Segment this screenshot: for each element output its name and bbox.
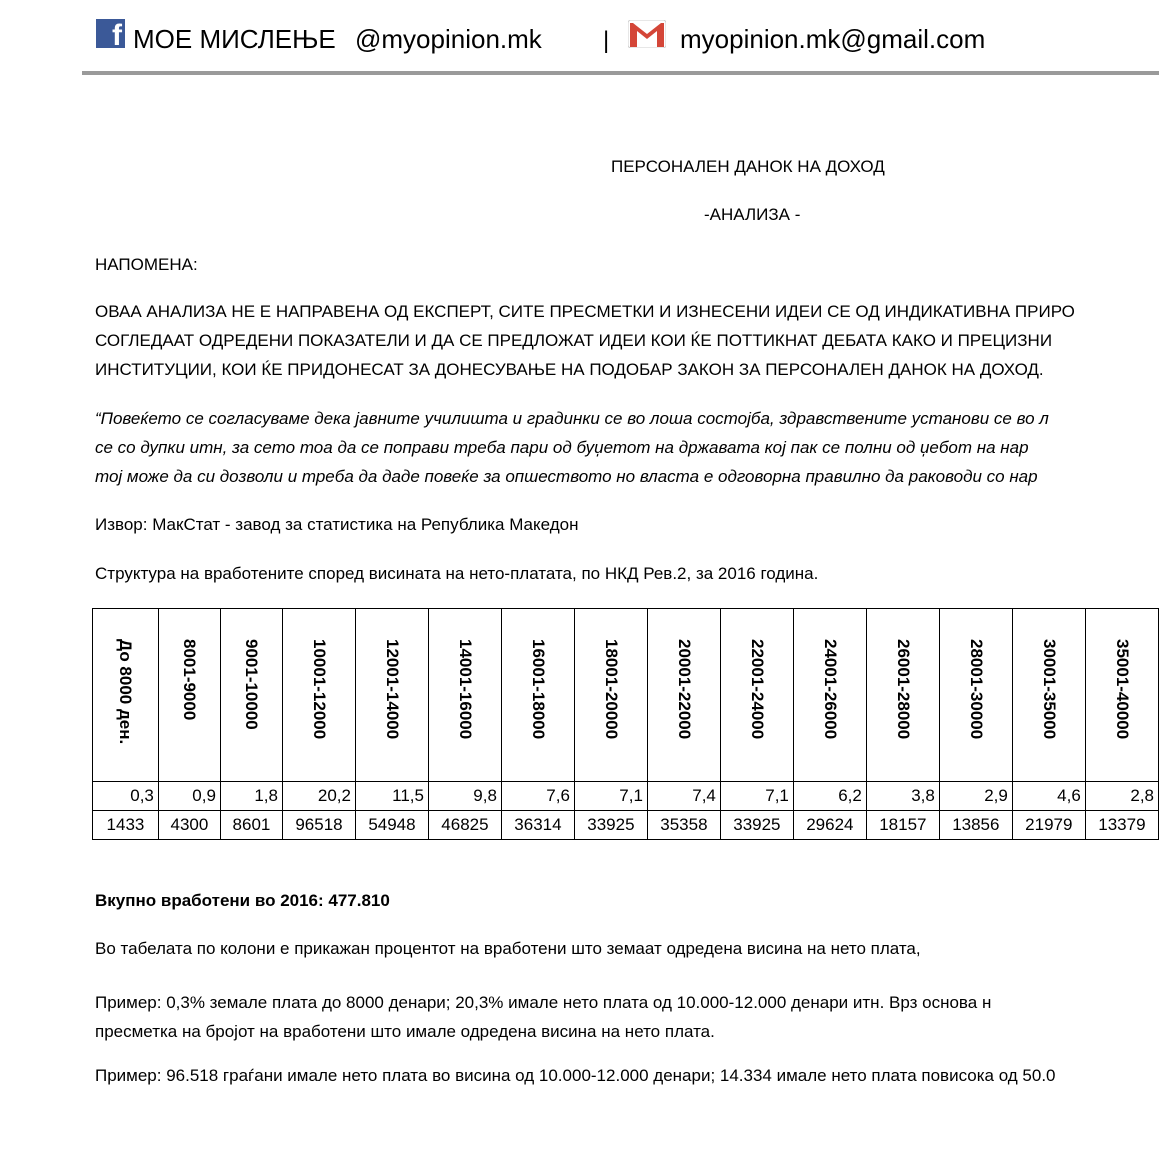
facebook-icon[interactable] xyxy=(96,19,125,52)
brand-name: МОЕ МИСЛЕЊЕ xyxy=(133,24,336,54)
example-line: пресметка на бројот на вработени што имале одредена висина на нето плата. xyxy=(95,1022,715,1041)
percent-cell: 3,8 xyxy=(866,782,939,811)
column-header-label: 26001-28000 xyxy=(893,639,913,740)
column-header xyxy=(93,609,159,782)
column-header-label: 16001-18000 xyxy=(528,639,548,740)
percent-cell: 1,8 xyxy=(220,782,282,811)
column-header-label: 8001-9000 xyxy=(180,639,200,721)
column-header xyxy=(574,609,647,782)
page-header xyxy=(0,0,1159,80)
count-cell: 4300 xyxy=(158,811,220,840)
note-label: НАПОМЕНА: xyxy=(95,255,198,274)
header-separator: | xyxy=(603,27,610,54)
column-header xyxy=(355,609,428,782)
table-description: Во табелата по колони е прикажан процентот на вработени што земаат одредена висина на нето плата, xyxy=(95,939,921,958)
note-line: ИНСТИТУЦИИ, КОИ ЌЕ ПРИДОНЕСАТ ЗА ДОНЕСУВАЊЕ НА ПОДОБАР ЗАКОН ЗА ПЕРСОНАЛЕН ДАНОК НА ДОХОД. xyxy=(95,360,1044,379)
column-header xyxy=(428,609,501,782)
column-header xyxy=(158,609,220,782)
percent-cell: 11,5 xyxy=(355,782,428,811)
percent-cell: 7,1 xyxy=(720,782,793,811)
column-header xyxy=(220,609,282,782)
column-header-label: 24001-26000 xyxy=(820,639,840,740)
count-cell: 35358 xyxy=(647,811,720,840)
table-header-row xyxy=(93,609,1159,782)
salary-table xyxy=(92,608,1159,840)
contact-email[interactable]: myopinion.mk@gmail.com xyxy=(680,24,986,54)
table-count-row xyxy=(93,811,1159,840)
header-divider xyxy=(82,71,1159,75)
column-header-label: 20001-22000 xyxy=(674,639,694,740)
percent-cell: 2,9 xyxy=(939,782,1012,811)
column-header-label: 10001-12000 xyxy=(309,639,329,740)
count-cell: 46825 xyxy=(428,811,501,840)
facebook-icon-glyph: f xyxy=(112,19,122,52)
column-header xyxy=(939,609,1012,782)
count-cell: 21979 xyxy=(1012,811,1085,840)
example-paragraph-2: Пример: 96.518 граѓани имале нето плата во висина од 10.000-12.000 денари; 14.334 имале нето плата повисока од 50.0 xyxy=(95,1066,1056,1085)
column-header xyxy=(866,609,939,782)
count-cell: 13856 xyxy=(939,811,1012,840)
percent-cell: 6,2 xyxy=(793,782,866,811)
percent-cell: 9,8 xyxy=(428,782,501,811)
count-cell: 33925 xyxy=(574,811,647,840)
note-paragraph xyxy=(95,297,1159,384)
column-header-label: 35001-40000 xyxy=(1112,639,1132,740)
column-header xyxy=(647,609,720,782)
column-header-label: 22001-24000 xyxy=(747,639,767,740)
count-cell: 13379 xyxy=(1085,811,1158,840)
percent-cell: 7,6 xyxy=(501,782,574,811)
example-paragraph-1 xyxy=(95,988,991,1046)
count-cell: 29624 xyxy=(793,811,866,840)
percent-cell: 0,3 xyxy=(93,782,159,811)
count-cell: 54948 xyxy=(355,811,428,840)
column-header xyxy=(1012,609,1085,782)
column-header-label: 9001-10000 xyxy=(242,639,262,730)
percent-cell: 2,8 xyxy=(1085,782,1158,811)
quote-line: “Повеќето се согласуваме дека јавните училишта и градинки се во лоша состојба, здравствените установи се во л xyxy=(95,409,1049,428)
document-title: ПЕРСОНАЛЕН ДАНОК НА ДОХОД xyxy=(611,157,885,176)
percent-cell: 4,6 xyxy=(1012,782,1085,811)
example-line: Пример: 0,3% земале плата до 8000 денари; 20,3% имале нето плата од 10.000-12.000 денари итн. Врз основа н xyxy=(95,993,992,1012)
percent-cell: 7,1 xyxy=(574,782,647,811)
count-cell: 1433 xyxy=(93,811,159,840)
percent-cell: 20,2 xyxy=(282,782,355,811)
note-line: СОГЛЕДААТ ОДРЕДЕНИ ПОКАЗАТЕЛИ И ДА СЕ ПРЕДЛОЖАТ ИДЕИ КОИ ЌЕ ПОТТИКНАТ ДЕБАТА КАКО И ПРЕЦИЗНИ xyxy=(95,331,1053,350)
column-header xyxy=(793,609,866,782)
column-header-label: 14001-16000 xyxy=(455,639,475,740)
quote-line: се со дупки итн, за сето тоа да се поправи треба пари од буџетот на државата кој пак се полни од џебот на нар xyxy=(95,438,1029,457)
count-cell: 36314 xyxy=(501,811,574,840)
quote-paragraph xyxy=(95,404,1159,491)
column-header xyxy=(720,609,793,782)
source-line: Извор: МакСтат - завод за статистика на Република Македон xyxy=(95,515,579,534)
table-caption: Структура на вработените според висината на нето-платата, по НКД Рев.2, за 2016 година. xyxy=(95,564,819,583)
column-header xyxy=(1085,609,1158,782)
total-employed: Вкупно вработени во 2016: 477.810 xyxy=(95,891,390,910)
quote-line: тој може да си дозволи и треба да даде повеќе за опшеството но власта е одговорна правилно да раководи со нар xyxy=(95,467,1038,486)
count-cell: 96518 xyxy=(282,811,355,840)
social-handle[interactable]: @myopinion.mk xyxy=(355,24,542,54)
column-header-label: 12001-14000 xyxy=(382,639,402,740)
count-cell: 8601 xyxy=(220,811,282,840)
document-subtitle: -АНАЛИЗА - xyxy=(704,205,801,224)
column-header xyxy=(501,609,574,782)
column-header-label: До 8000 ден. xyxy=(116,639,136,745)
percent-cell: 7,4 xyxy=(647,782,720,811)
table-percent-row xyxy=(93,782,1159,811)
column-header xyxy=(282,609,355,782)
gmail-icon[interactable] xyxy=(628,20,666,48)
count-cell: 18157 xyxy=(866,811,939,840)
column-header-label: 18001-20000 xyxy=(601,639,621,740)
column-header-label: 28001-30000 xyxy=(966,639,986,740)
percent-cell: 0,9 xyxy=(158,782,220,811)
count-cell: 33925 xyxy=(720,811,793,840)
note-line: ОВАА АНАЛИЗА НЕ Е НАПРАВЕНА ОД ЕКСПЕРТ, СИТЕ ПРЕСМЕТКИ И ИЗНЕСЕНИ ИДЕИ СЕ ОД ИНДИКАТИВНА ПРИРО xyxy=(95,302,1075,321)
column-header-label: 30001-35000 xyxy=(1039,639,1059,740)
